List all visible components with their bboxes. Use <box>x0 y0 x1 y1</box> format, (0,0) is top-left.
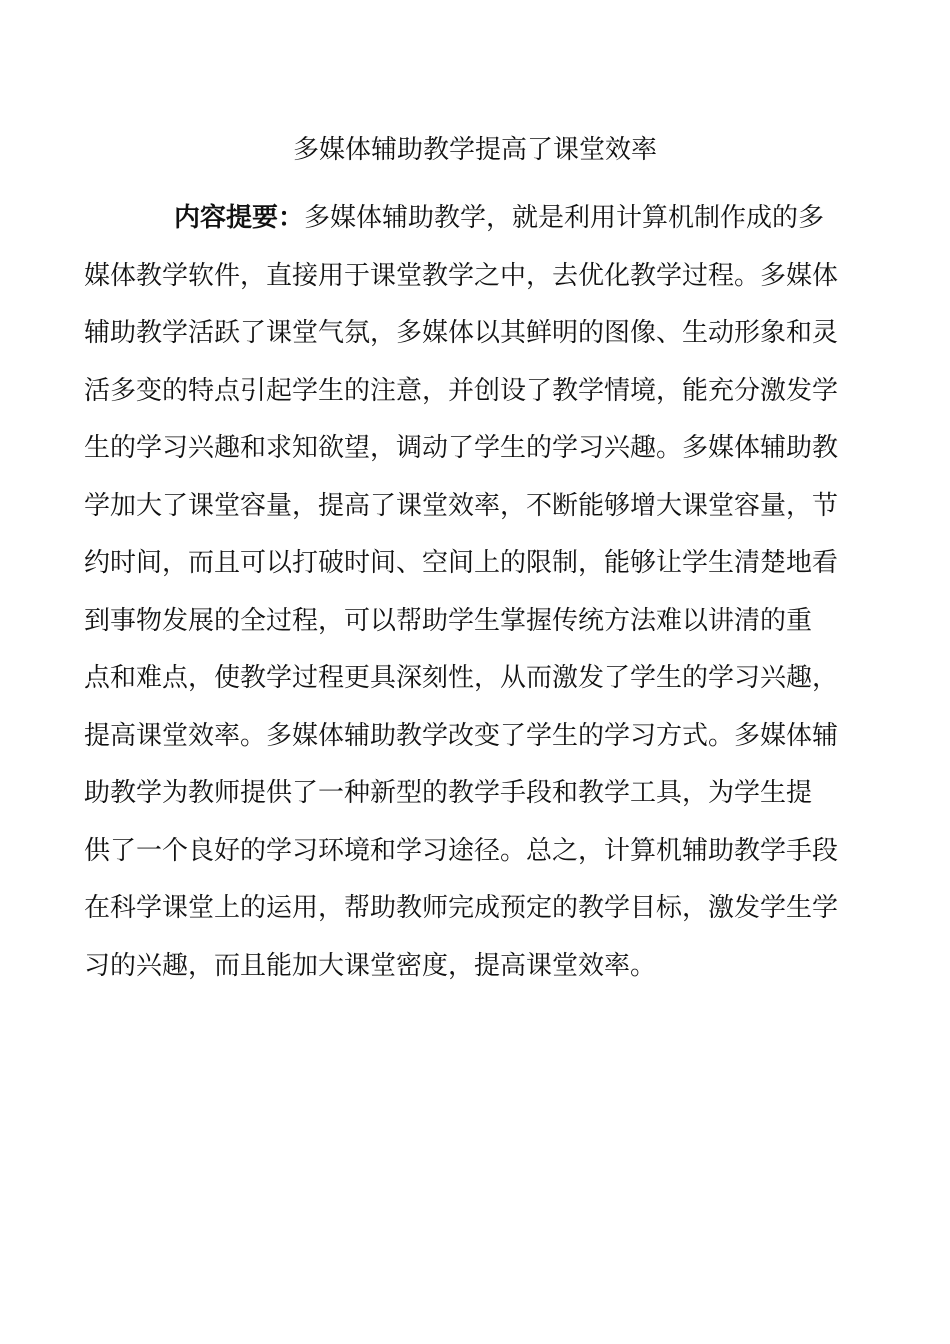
abstract-line: 助教学为教师提供了一种新型的教学手段和教学工具，为学生提 <box>84 778 813 808</box>
abstract-line: 到事物发展的全过程，可以帮助学生掌握传统方法难以讲清的重 <box>84 605 813 636</box>
abstract-line: 点和难点，使教学过程更具深刻性，从而激发了学生的学习兴趣， <box>84 663 839 693</box>
abstract-line: 约时间，而且可以打破时间、空间上的限制，能够让学生清楚地看 <box>84 548 839 578</box>
abstract-line-text: 多媒体辅助教学，就是利用计算机制作成的多 <box>304 203 825 233</box>
abstract-line <box>84 190 825 248</box>
abstract-line: 辅助教学活跃了课堂气氛，多媒体以其鲜明的图像、生动形象和灵 <box>84 318 839 348</box>
abstract-line: 在科学课堂上的运用，帮助教师完成预定的教学目标，激发学生学 <box>84 893 839 923</box>
document-title: 多媒体辅助教学提高了课堂效率 <box>292 135 657 165</box>
abstract-line: 学加大了课堂容量，提高了课堂效率，不断能够增大课堂容量，节 <box>84 490 839 521</box>
abstract-paragraph <box>84 190 839 995</box>
abstract-line: 提高课堂效率。多媒体辅助教学改变了学生的学习方式。多媒体辅 <box>84 720 839 751</box>
abstract-line: 供了一个良好的学习环境和学习途径。总之，计算机辅助教学手段 <box>84 835 839 866</box>
abstract-line: 习的兴趣，而且能加大课堂密度，提高课堂效率。 <box>84 950 657 981</box>
abstract-line: 生的学习兴趣和求知欲望，调动了学生的学习兴趣。多媒体辅助教 <box>84 433 839 463</box>
abstract-line: 活多变的特点引起学生的注意，并创设了教学情境，能充分激发学 <box>84 375 839 406</box>
abstract-label: 内容提要： <box>174 203 305 233</box>
abstract-line: 媒体教学软件，直接用于课堂教学之中，去优化教学过程。多媒体 <box>84 260 839 291</box>
